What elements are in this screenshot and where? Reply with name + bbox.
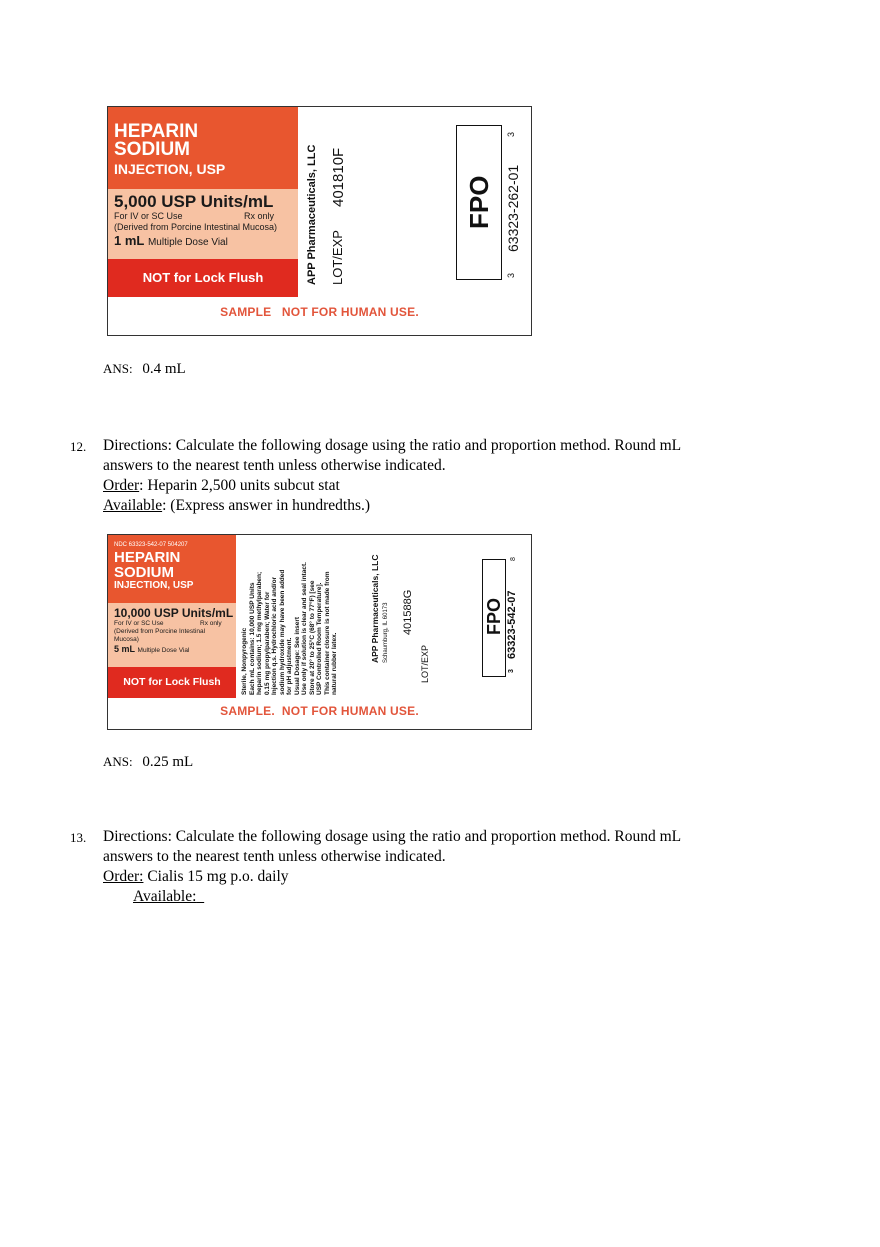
info-block — [241, 562, 339, 695]
available-row — [103, 496, 790, 516]
rx-only: Rx only — [200, 620, 222, 627]
sample-footer: SAMPLE. NOT FOR HUMAN USE. — [220, 704, 419, 718]
order-text: : Heparin 2,500 units subcut stat — [139, 477, 340, 494]
vial-type: Multiple Dose Vial — [137, 647, 190, 654]
ndc-code: NDC 63323-542-07 504207 — [114, 542, 188, 548]
lot-code: 401588G — [402, 589, 414, 635]
info-line: for pH adjustment. — [286, 637, 293, 695]
drug-name-line1: HEPARIN — [114, 549, 181, 566]
drug-name-line1: HEPARIN — [114, 121, 199, 142]
label-strength-block — [108, 189, 298, 259]
manufacturer-text: APP Pharmaceuticals, LLC — [370, 554, 380, 663]
lock-flush-warning: NOT for Lock Flush — [108, 259, 298, 297]
order-row — [103, 867, 790, 887]
info-line: sodium hydroxide may have been added — [278, 569, 286, 695]
info-line: Store at 20° to 25°C (68° to 77°F) [see — [308, 580, 316, 695]
directions-line2: answers to the nearest tenth unless otherwise indicated. — [103, 848, 446, 865]
lot-exp: LOT/EXP — [420, 644, 430, 683]
info-line: Usual Dosage: See insert — [293, 616, 301, 695]
vial-type: Multiple Dose Vial — [147, 237, 228, 248]
heparin-label-10000 — [107, 534, 532, 730]
lot-code: 401810F — [330, 147, 347, 207]
question-number: 13. — [70, 830, 87, 845]
volume-row — [114, 233, 298, 250]
lock-flush-warning: NOT for Lock Flush — [108, 667, 236, 698]
available-label: Available — [103, 497, 163, 514]
available-label: Available: — [133, 888, 197, 905]
barcode-bottom-digit: 3 — [506, 272, 516, 278]
sample-footer: SAMPLE NOT FOR HUMAN USE. — [220, 305, 419, 319]
barcode-ndc: 63323-262-01 — [505, 164, 521, 252]
label-color-panel — [108, 535, 236, 698]
directions-line2: answers to the nearest tenth unless otherwise indicated. — [103, 457, 446, 474]
answer-12 — [103, 754, 193, 771]
answer-label: ANS: — [103, 361, 133, 376]
info-line: Each mL contains: 10,000 USP Units — [248, 582, 256, 695]
heparin-label-5000 — [107, 106, 532, 336]
label-color-panel — [108, 107, 298, 297]
answer-value: 0.4 mL — [142, 361, 186, 377]
barcode-top-digit: 3 — [506, 131, 516, 137]
derived-text-line1: (Derived from Porcine Intestinal — [114, 628, 206, 635]
info-line: 0.15 mg propylparaben; Water for — [263, 591, 271, 695]
question-12 — [70, 436, 790, 516]
available-text: : (Express answer in hundredths.) — [162, 497, 371, 514]
info-line: natural rubber latex. — [331, 632, 338, 695]
directions-line1: Directions: Calculate the following dosage using the ratio and proportion method. Round mL — [103, 828, 682, 845]
rx-only: Rx only — [244, 211, 275, 221]
question-body — [103, 827, 790, 907]
label-title-block — [108, 107, 298, 189]
route-text: For IV or SC Use — [114, 620, 164, 627]
answer-11 — [103, 361, 186, 378]
available-row — [103, 887, 790, 907]
info-line: USP Controlled Room Temperature]. — [316, 582, 323, 695]
label-title-block — [108, 535, 236, 603]
route-text: For IV or SC Use — [114, 211, 183, 221]
drug-form: INJECTION, USP — [114, 580, 194, 591]
volume: 1 mL — [114, 233, 145, 248]
drug-name-line2: SODIUM — [114, 564, 174, 581]
lot-exp: LOT/EXP — [330, 230, 345, 285]
volume-row — [114, 644, 236, 656]
fpo-text: FPO — [484, 597, 504, 635]
barcode-ndc: 63323-542-07 — [506, 590, 518, 659]
drug-name-line2: SODIUM — [114, 139, 190, 160]
route-row — [114, 620, 236, 628]
manufacturer-city: Schaumburg, IL 60173 — [383, 602, 389, 663]
volume: 5 mL — [114, 644, 136, 654]
order-label: Order — [103, 477, 140, 494]
drug-strength: 5,000 USP Units/mL — [114, 192, 274, 211]
info-line: Sterile, Nonpyrogenic — [241, 627, 248, 695]
label-strength-block — [108, 603, 236, 667]
answer-value: 0.25 mL — [142, 754, 194, 770]
info-line: Injection q.s. Hydrochloric acid and/or — [271, 576, 278, 695]
fpo-text: FPO — [464, 175, 494, 229]
info-line: This container closure is not made from — [323, 571, 331, 695]
order-label: Order: — [103, 868, 144, 885]
drug-form: INJECTION, USP — [114, 161, 226, 177]
order-row — [103, 476, 790, 496]
directions-line1: Directions: Calculate the following dosage using the ratio and proportion method. Round mL — [103, 437, 682, 454]
drug-strength: 10,000 USP Units/mL — [114, 606, 234, 620]
route-row — [114, 211, 298, 222]
question-number: 12. — [70, 439, 87, 454]
info-line: Use only if solution is clear and seal intact. — [301, 562, 308, 695]
barcode-top-digit: 8 — [510, 557, 517, 561]
info-line: heparin sodium; 1.5 mg methylparaben; — [256, 571, 263, 695]
derived-text-line2: Mucosa) — [114, 636, 139, 643]
barcode-bottom-digit: 3 — [508, 669, 515, 673]
question-13 — [70, 827, 790, 907]
derived-text: (Derived from Porcine Intestinal Mucosa) — [114, 222, 278, 232]
question-body — [103, 436, 790, 516]
manufacturer-text: APP Pharmaceuticals, LLC — [306, 144, 318, 285]
available-blank — [196, 888, 204, 905]
answer-label: ANS: — [103, 754, 133, 769]
order-text: Cialis 15 mg p.o. daily — [143, 868, 289, 885]
